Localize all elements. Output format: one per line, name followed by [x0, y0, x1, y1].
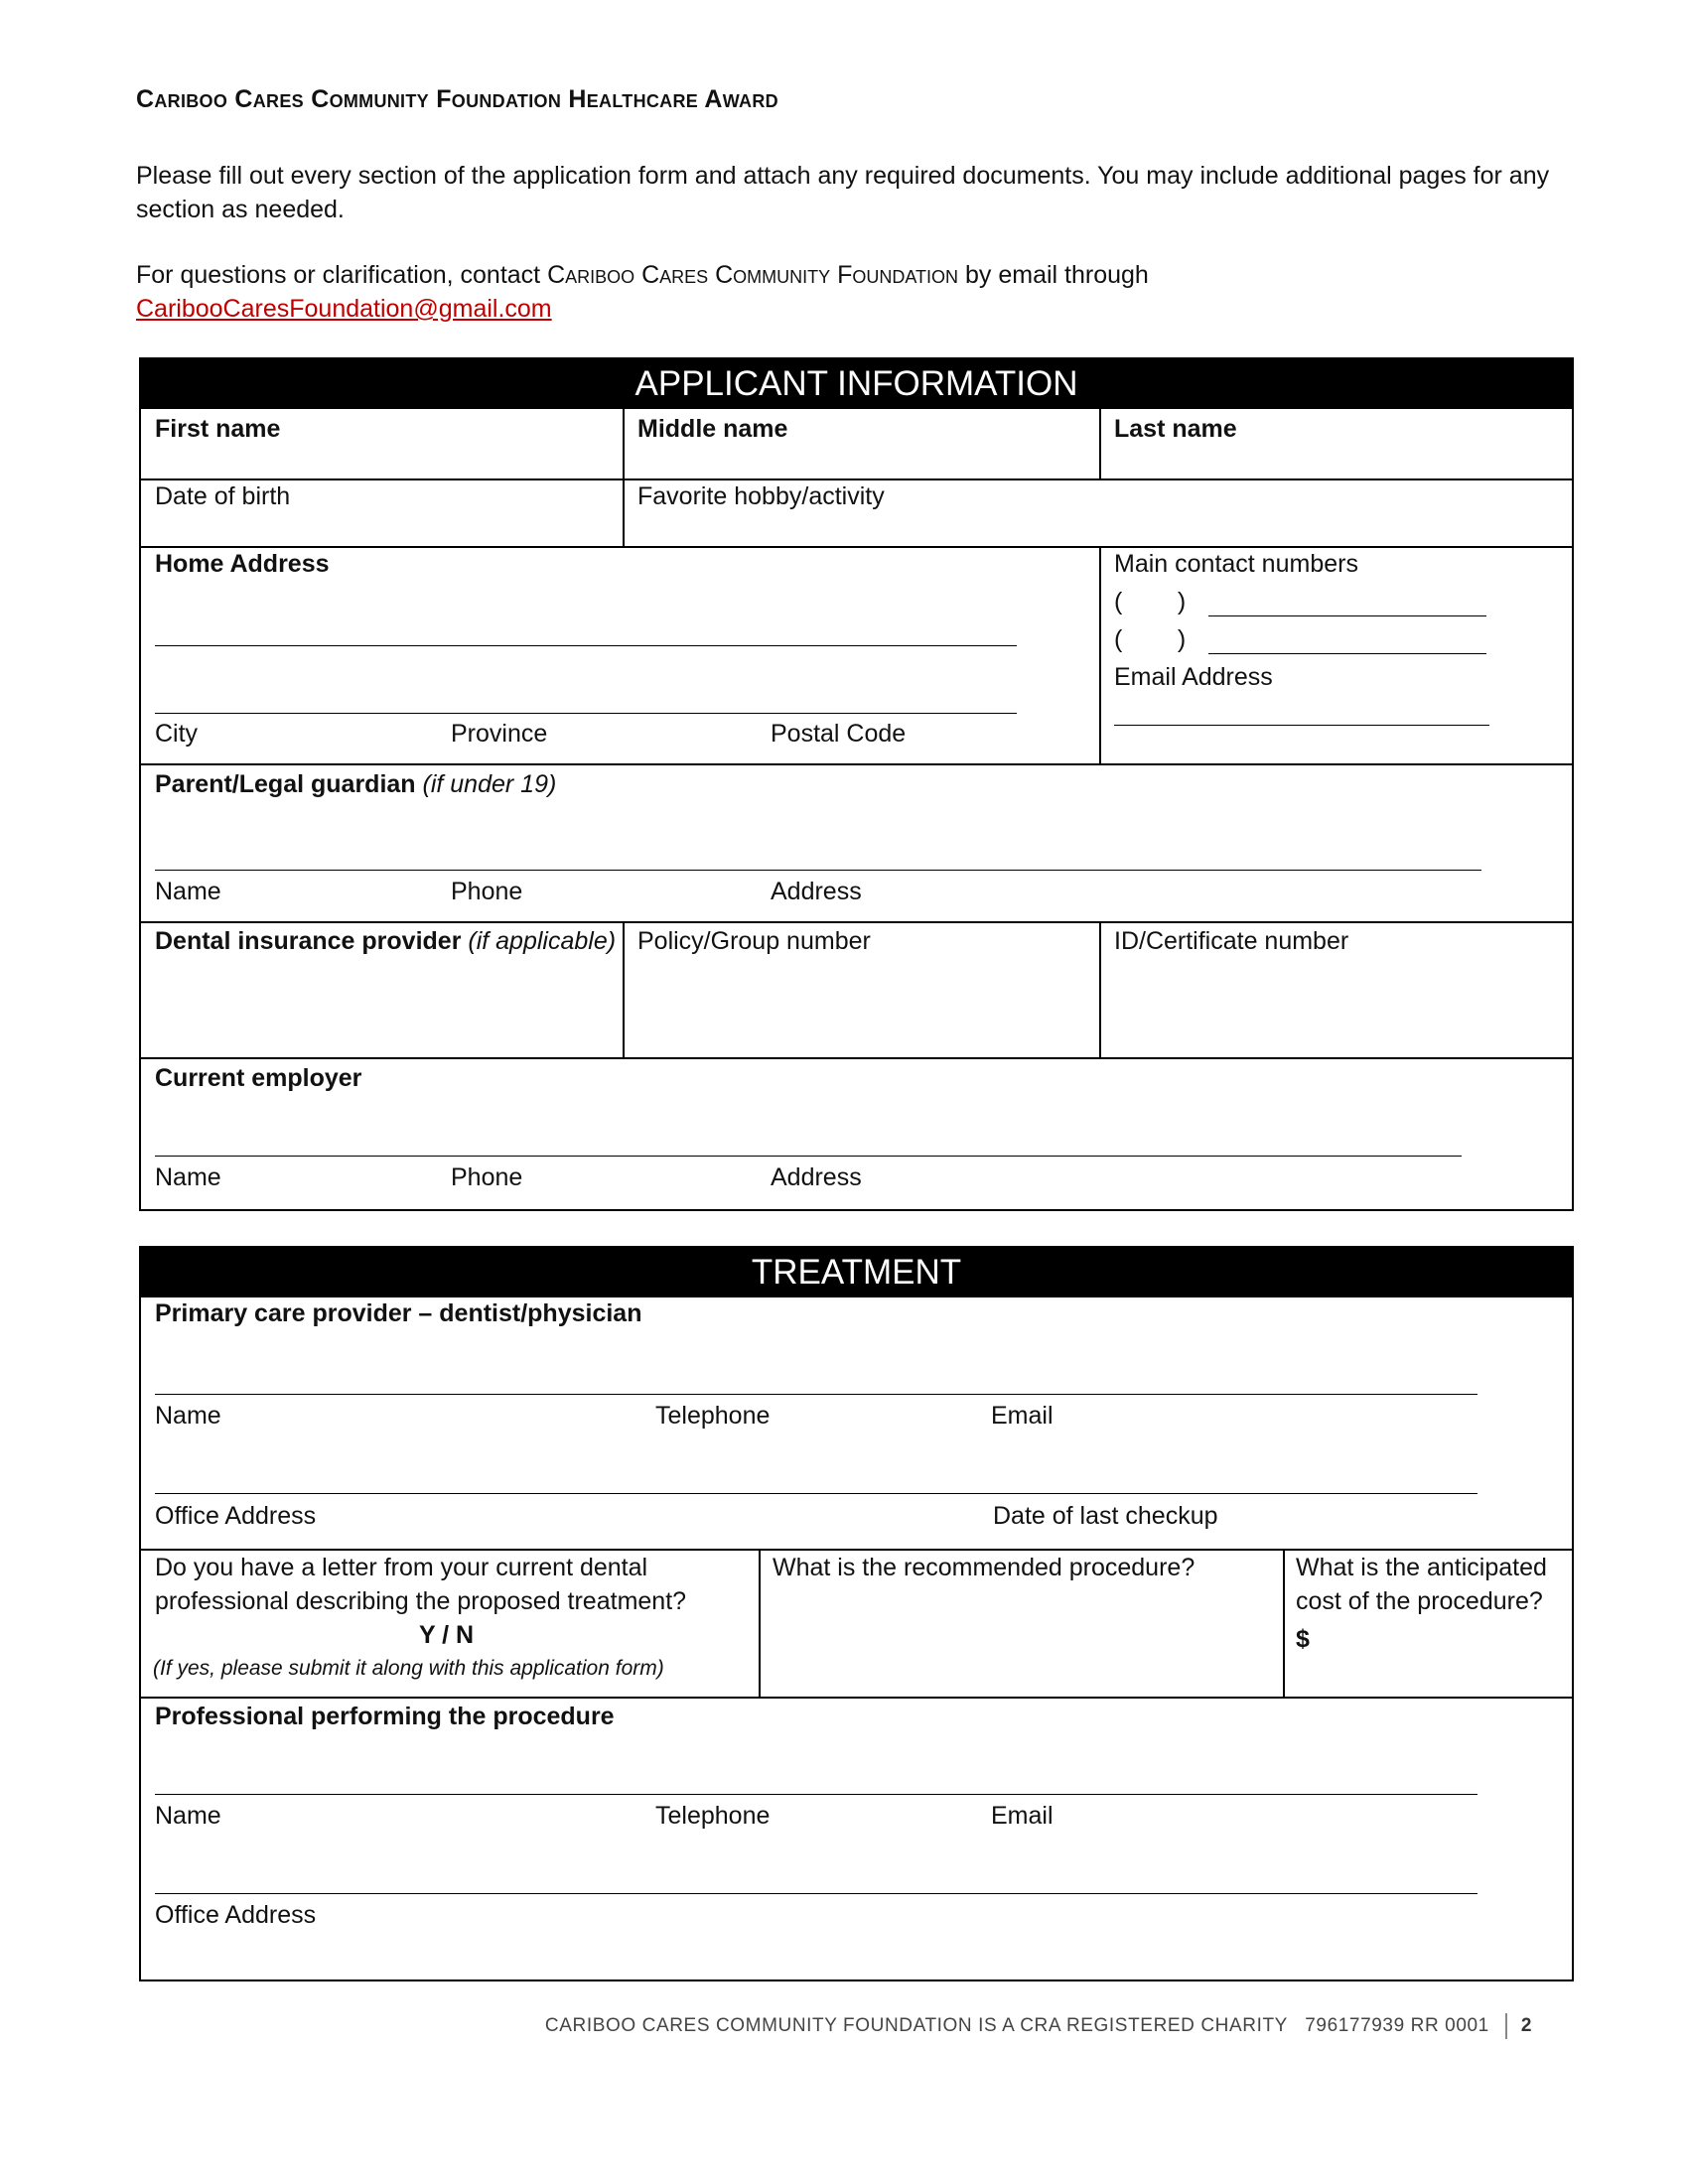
- guardian-label-bold: Parent/Legal guardian: [155, 770, 416, 798]
- primary-care-provider-label: Primary care provider – dentist/physician: [155, 1299, 642, 1327]
- province-label: Province: [451, 720, 548, 748]
- first-name-label: First name: [155, 415, 281, 443]
- professional-performing-label: Professional performing the procedure: [155, 1703, 615, 1730]
- primary-office-address-label: Office Address: [155, 1502, 317, 1530]
- last-name-label: Last name: [1114, 415, 1237, 443]
- professional-telephone-label: Telephone: [655, 1802, 771, 1830]
- guardian-name-label: Name: [155, 878, 221, 905]
- letter-question-line-2: professional describing the proposed treatment?: [155, 1587, 687, 1615]
- current-employer-label: Current employer: [155, 1064, 362, 1092]
- professional-email-label: Email: [991, 1802, 1054, 1830]
- phone-area-code-2[interactable]: ( ): [1114, 625, 1187, 653]
- dental-insurance-label-note: (if applicable): [461, 927, 617, 955]
- id-certificate-number-label: ID/Certificate number: [1114, 927, 1349, 955]
- contact-text: [136, 258, 1566, 326]
- last-name-field[interactable]: [1101, 449, 1570, 477]
- anticipated-cost-field[interactable]: [1318, 1625, 1566, 1661]
- recommended-procedure-field[interactable]: [762, 1591, 1281, 1695]
- contact-org: Cariboo Cares Community Foundation: [547, 261, 959, 289]
- footer-separator: [1505, 2013, 1507, 2039]
- intro-text: Please fill out every section of the application form and attach any required documents. You may include additional pages for any section as needed.: [136, 162, 1550, 223]
- policy-group-number-field[interactable]: [625, 965, 1097, 1054]
- contact-email-link[interactable]: CaribooCaresFoundation@gmail.com: [136, 295, 552, 323]
- yes-no-choice[interactable]: Y / N: [419, 1621, 475, 1649]
- dental-insurance-label-bold: Dental insurance provider: [155, 927, 462, 955]
- employer-name-label: Name: [155, 1163, 221, 1191]
- employer-line[interactable]: [155, 1156, 1462, 1157]
- dental-insurance-field[interactable]: [143, 965, 622, 1054]
- professional-name-label: Name: [155, 1802, 221, 1830]
- page-number: 2: [1520, 2015, 1532, 2037]
- anticipated-cost-line-2: cost of the procedure?: [1296, 1587, 1543, 1615]
- footer-charity-text: CARIBOO CARES COMMUNITY FOUNDATION IS A CRA REGISTERED CHARITY 796177939 RR 0001: [544, 2015, 1489, 2037]
- email-address-label: Email Address: [1114, 663, 1273, 691]
- phone-area-code-1[interactable]: ( ): [1114, 588, 1187, 615]
- phone-number-line-2[interactable]: [1208, 653, 1486, 654]
- postal-code-label: Postal Code: [771, 720, 907, 748]
- primary-name-label: Name: [155, 1402, 221, 1430]
- guardian-line[interactable]: [155, 870, 1481, 871]
- professional-line-1[interactable]: [155, 1794, 1477, 1795]
- guardian-label-note: (if under 19): [415, 770, 557, 798]
- favorite-hobby-label: Favorite hobby/activity: [637, 482, 885, 510]
- anticipated-cost-line-1: What is the anticipated: [1296, 1554, 1547, 1581]
- middle-name-field[interactable]: [625, 449, 1097, 477]
- professional-office-address-label: Office Address: [155, 1901, 317, 1929]
- last-checkup-label: Date of last checkup: [993, 1502, 1218, 1530]
- primary-telephone-label: Telephone: [655, 1402, 771, 1430]
- date-of-birth-label: Date of birth: [155, 482, 291, 510]
- professional-line-2[interactable]: [155, 1893, 1477, 1894]
- main-contact-numbers-label: Main contact numbers: [1114, 550, 1358, 578]
- date-of-birth-field[interactable]: [143, 516, 622, 544]
- employer-phone-label: Phone: [451, 1163, 523, 1191]
- applicant-information-section: [139, 357, 1574, 1211]
- primary-email-label: Email: [991, 1402, 1054, 1430]
- treatment-section-header: TREATMENT: [141, 1248, 1572, 1297]
- home-address-line-1[interactable]: [155, 645, 1017, 646]
- id-certificate-number-field[interactable]: [1101, 965, 1570, 1054]
- employer-address-label: Address: [771, 1163, 862, 1191]
- letter-note: (If yes, please submit it along with this application form): [153, 1657, 664, 1680]
- primary-provider-line-2[interactable]: [155, 1493, 1477, 1494]
- contact-prefix: For questions or clarification, contact: [136, 261, 548, 289]
- contact-suffix: by email through: [958, 261, 1149, 289]
- dental-insurance-label: [155, 927, 616, 956]
- city-label: City: [155, 720, 199, 748]
- guardian-address-label: Address: [771, 878, 862, 905]
- middle-name-label: Middle name: [637, 415, 788, 443]
- email-address-line[interactable]: [1114, 725, 1489, 726]
- policy-group-number-label: Policy/Group number: [637, 927, 871, 955]
- recommended-procedure-label: What is the recommended procedure?: [773, 1554, 1196, 1581]
- first-name-field[interactable]: [143, 449, 622, 477]
- letter-question-line-1: Do you have a letter from your current dental: [155, 1554, 648, 1581]
- favorite-hobby-field[interactable]: [625, 516, 1570, 544]
- phone-number-line-1[interactable]: [1208, 615, 1486, 616]
- treatment-section: [139, 1246, 1574, 1981]
- guardian-label: [155, 770, 556, 799]
- home-address-label: Home Address: [155, 550, 330, 578]
- page-footer: [545, 2013, 1532, 2039]
- guardian-phone-label: Phone: [451, 878, 523, 905]
- page-title: Cariboo Cares Community Foundation Healthcare Award: [136, 85, 778, 113]
- applicant-section-header: APPLICANT INFORMATION: [141, 359, 1572, 409]
- home-address-line-2[interactable]: [155, 713, 1017, 714]
- cost-dollar-sign: $: [1296, 1625, 1310, 1653]
- primary-provider-line-1[interactable]: [155, 1394, 1477, 1395]
